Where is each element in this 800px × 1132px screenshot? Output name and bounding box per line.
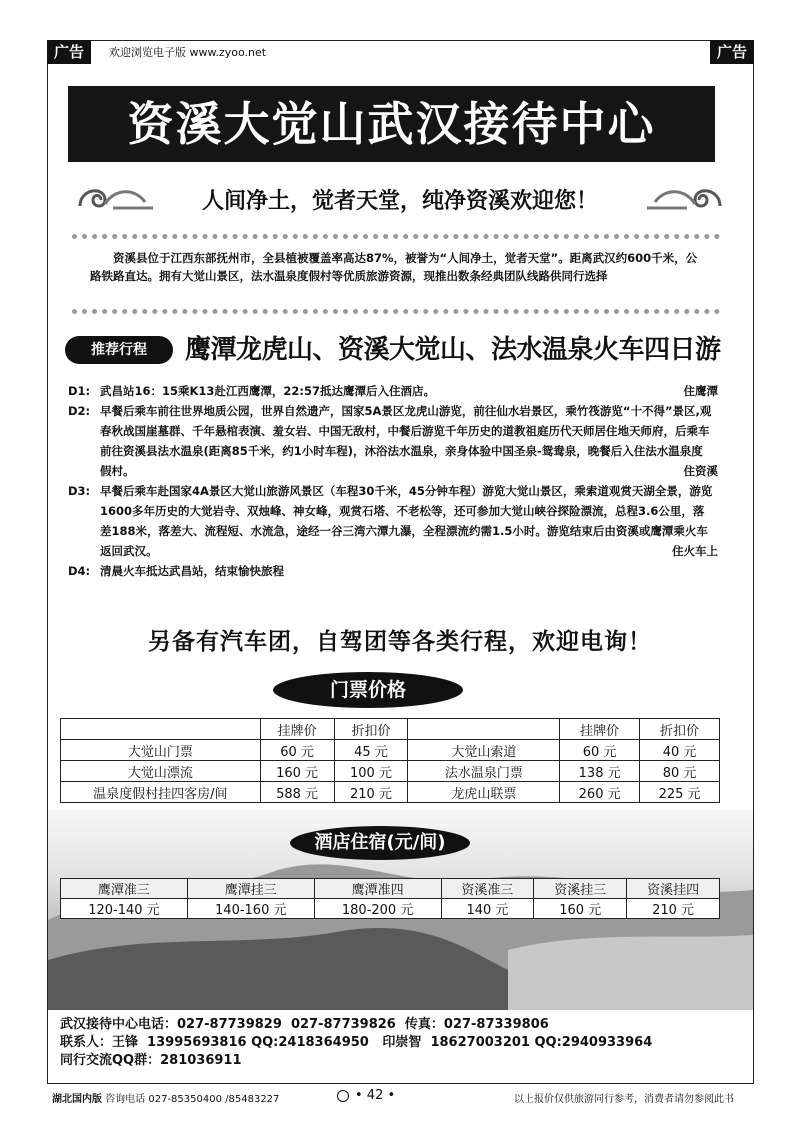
table-cell: 资溪挂三 (534, 879, 627, 899)
table-cell: 挂牌价 (260, 719, 334, 740)
table-row (61, 782, 720, 803)
day-text: 早餐后乘车赴国家4A景区大觉山旅游风景区（车程30千米，45分钟车程）游览大觉山景区，乘索道观赏天湖全景，游览1600多年历史的大觉岩寺、双烛峰、神女峰，观赏石塔、不老松等，还可参加大觉山峡谷探险漂流，总程3.6公里，落差188米，落差大、流程短、水流急，途经一谷三湾六潭九瀑，全程漂流约需1.5小时。游览结束后由资溪或鹰潭乘火车返回武汉。 (100, 484, 713, 558)
page-number-text: • 42 • (355, 1088, 396, 1103)
recommend-badge: 推荐行程 (65, 336, 173, 364)
table-cell: 折扣价 (640, 719, 720, 740)
page-header (47, 40, 754, 64)
call-to-action: 另备有汽车团，自驾团等各类行程，欢迎电询！ (148, 629, 652, 655)
table-cell: 225 元 (640, 782, 720, 803)
itinerary (68, 381, 718, 581)
itinerary-day (68, 381, 718, 401)
table-cell: 折扣价 (334, 719, 408, 740)
table-cell: 大觉山索道 (408, 740, 560, 761)
table-cell: 鹰潭挂三 (187, 879, 314, 899)
contact-info (60, 1016, 750, 1070)
footer-disclaimer: 以上报价仅供旅游同行参考，消费者请勿参阅此书 (514, 1094, 734, 1105)
itinerary-day (68, 481, 718, 561)
table-header-row (61, 879, 720, 899)
day-text: 清晨火车抵达武昌站，结束愉快旅程 (100, 564, 284, 578)
table-cell: 210 元 (334, 782, 408, 803)
table-header-row (61, 719, 720, 740)
table-cell: 140 元 (441, 899, 534, 919)
table-cell: 40 元 (640, 740, 720, 761)
day-code: D2: (68, 404, 91, 418)
slogan: 人间净土，觉者天堂，纯净资溪欢迎您！ (201, 188, 598, 214)
day-text: 武昌站16：15乘K13赴江西鹰潭，22:57抵达鹰潭后入住酒店。 (100, 384, 436, 398)
day-code: D4: (68, 564, 91, 578)
table-cell: 100 元 (334, 761, 408, 782)
table-cell: 160 元 (534, 899, 627, 919)
day-lodging: 住鹰潭 (683, 384, 718, 398)
table-cell: 60 元 (560, 740, 640, 761)
main-title: 资溪大觉山武汉接待中心 (68, 86, 715, 162)
cloud-swirl-right-icon (645, 178, 725, 218)
table-row (61, 761, 720, 782)
table-row (61, 740, 720, 761)
table-cell (408, 719, 560, 740)
itinerary-day (68, 401, 718, 481)
table-cell: 资溪挂四 (627, 879, 720, 899)
day-text: 早餐后乘车前往世界地质公园，世界自然遗产，国家5A景区龙虎山游览，前往仙水岩景区，乘竹筏游览“十不得”景区,观春秋战国崖墓群、千年悬棺表演、羞女岩、中国无敌村，中餐后游览千年历史的道教祖庭历代天师居住地天师府，后乘车前往资溪县法水温泉(距离85千米，约1小时车程)，沐浴法水温泉，亲身体验中国圣泉-鸳鸯泉，晚餐后入住法水温泉度假村。 (100, 404, 712, 478)
table-cell: 120-140 元 (61, 899, 188, 919)
day-code: D1: (68, 384, 91, 398)
contact-persons: 联系人：王锋 13995693816 QQ:2418364950 印崇智 18627003201 QQ:2940933964 (60, 1035, 653, 1050)
contact-phone: 武汉接待中心电话：027-87739829 027-87739826 传真：027-87339806 (60, 1017, 549, 1032)
page-number (337, 1088, 395, 1103)
table-cell: 温泉度假村挂四客房/间 (61, 782, 261, 803)
tour-title: 鹰潭龙虎山、资溪大觉山、法水温泉火车四日游 (185, 335, 721, 365)
edition-label: 湖北国内版 (52, 1094, 102, 1105)
day-code: D3: (68, 484, 91, 498)
hotel-price-table (60, 878, 720, 919)
ticket-price-table (60, 718, 720, 803)
footer-left (52, 1090, 279, 1105)
emblem-icon (337, 1090, 349, 1102)
intro-text: 资溪县位于江西东部抚州市，全县植被覆盖率高达87%，被誉为“人间净土，觉者天堂”。距离武汉约600千米，公路铁路直达。拥有大觉山景区，法水温泉度假村等优质旅游资源，现推出数条经典团队线路供同行选择 (72, 234, 720, 314)
day-lodging: 住资溪 (683, 464, 718, 478)
table-cell: 大觉山门票 (61, 740, 261, 761)
site-url: 欢迎浏览电子版 www.zyoo.net (109, 46, 267, 59)
table-cell: 80 元 (640, 761, 720, 782)
table-cell: 180-200 元 (314, 899, 441, 919)
cloud-swirl-left-icon (75, 178, 155, 218)
table-cell: 160 元 (260, 761, 334, 782)
table-cell: 45 元 (334, 740, 408, 761)
page-footer (47, 1088, 754, 1106)
table-cell: 鹰潭准三 (61, 879, 188, 899)
table-cell: 60 元 (260, 740, 334, 761)
table-row (61, 899, 720, 919)
table-cell: 210 元 (627, 899, 720, 919)
table-cell: 260 元 (560, 782, 640, 803)
tour-heading (65, 330, 725, 370)
ad-tag-left: 广告 (47, 40, 91, 64)
footer-phone: 咨询电话 027-85350400 /85483227 (105, 1094, 280, 1105)
tickets-heading: 门票价格 (273, 672, 463, 708)
table-cell (61, 719, 261, 740)
table-cell: 138 元 (560, 761, 640, 782)
table-cell: 法水温泉门票 (408, 761, 560, 782)
table-cell: 资溪准三 (441, 879, 534, 899)
table-cell: 588 元 (260, 782, 334, 803)
table-cell: 140-160 元 (187, 899, 314, 919)
ad-tag-right: 广告 (710, 40, 754, 64)
table-cell: 大觉山漂流 (61, 761, 261, 782)
contact-qq-group: 同行交流QQ群：281036911 (60, 1053, 242, 1068)
table-cell: 龙虎山联票 (408, 782, 560, 803)
itinerary-day (68, 561, 718, 581)
table-cell: 鹰潭准四 (314, 879, 441, 899)
hotel-heading: 酒店住宿(元/间) (290, 826, 470, 860)
day-lodging: 住火车上 (672, 544, 718, 558)
table-cell: 挂牌价 (560, 719, 640, 740)
